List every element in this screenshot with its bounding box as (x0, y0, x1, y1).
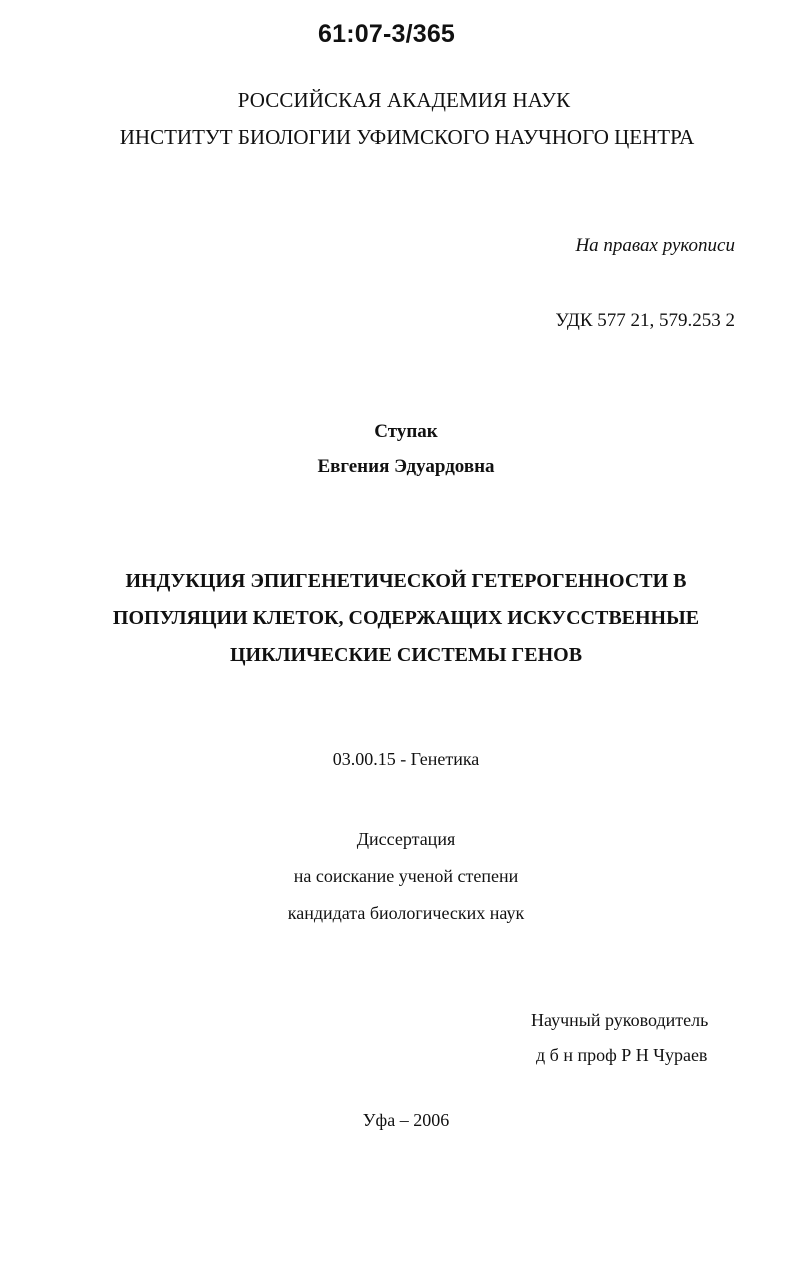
place-and-year: Уфа – 2006 (362, 1110, 450, 1130)
udc-code: УДК 577 21, 579.253 2 (555, 310, 735, 331)
title-line: ЦИКЛИЧЕСКИЕ СИСТЕМЫ ГЕНОВ (229, 644, 583, 666)
author-given-names: Евгения Эдуардовна (317, 456, 495, 477)
supervisor-role: Научный руководитель (531, 1010, 709, 1030)
title-line: ПОПУЛЯЦИИ КЛЕТОК, СОДЕРЖАЩИХ ИСКУССТВЕННЫЕ (112, 607, 700, 629)
academy-name: РОССИЙСКАЯ АКАДЕМИЯ НАУК (237, 88, 571, 112)
rights-note: На правах рукописи (575, 235, 735, 256)
title-line: ИНДУКЦИЯ ЭПИГЕНЕТИЧЕСКОЙ ГЕТЕРОГЕННОСТИ В (125, 570, 687, 592)
degree-line: Диссертация (356, 829, 456, 849)
specialty-code: 03.00.15 - Генетика (332, 749, 480, 769)
degree-statement (0, 821, 793, 932)
supervisor-name: д б н проф Р Н Чураев (536, 1045, 708, 1065)
degree-line: кандидата биологических наук (287, 903, 525, 923)
institute-name: ИНСТИТУТ БИОЛОГИИ УФИМСКОГО НАУЧНОГО ЦЕНТРА (119, 125, 695, 149)
supervisor-block (531, 1003, 708, 1073)
archive-stamp: 61:07-3/365 (318, 20, 456, 48)
degree-line: на соискание ученой степени (293, 866, 519, 886)
dissertation-title (0, 563, 793, 674)
author-surname: Ступак (374, 421, 438, 442)
